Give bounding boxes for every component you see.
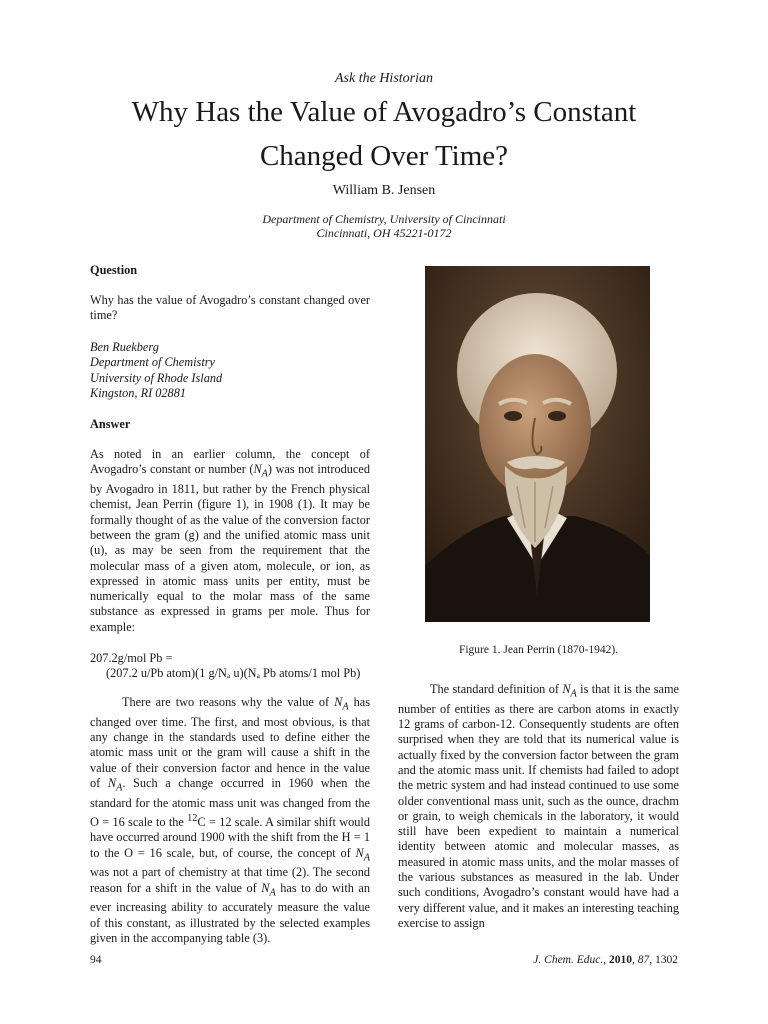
journal-volume: 87 — [637, 954, 650, 966]
answer-paragraph-1 — [90, 447, 370, 635]
text-run: There are two reasons why the value of — [122, 695, 335, 709]
symbol-letter: N — [253, 462, 262, 477]
text-run: The standard definition of — [430, 682, 563, 696]
equation-line-2: (207.2 u/Pb atom)(1 g/Nₐ u)(Nₐ Pb atoms/1 mol Pb) — [106, 666, 361, 681]
equation-line-1: 207.2g/mol Pb = — [90, 651, 173, 665]
question-asker — [90, 340, 370, 401]
asker-university: University of Rhode Island — [90, 370, 223, 385]
series-label: Ask the Historian — [335, 71, 433, 86]
asker-city: Kingston, RI 02881 — [90, 385, 186, 400]
asker-department: Department of Chemistry — [90, 355, 216, 370]
figure-caption: Figure 1. Jean Perrin (1870-1942). — [458, 644, 619, 656]
journal-citation: J. Chem. Educ., 2010, 87, 1302 — [533, 954, 678, 966]
answer-heading: Answer — [90, 417, 131, 431]
author-name: William B. Jensen — [332, 183, 436, 198]
page-number: 94 — [90, 954, 102, 966]
text-run: As noted in an earlier column, the concept of Avogadro’s constant or number ( — [90, 447, 370, 477]
symbol-na — [253, 462, 268, 480]
portrait-photo — [425, 266, 650, 622]
text-run: is that it is the same number of entities as there are carbon atoms in exactly 12 grams of carbon-12. Consequently students are often surprised when they are told that its numerical value is actually fixed by the conversion factor between the gram and the atomic mass unit. If chemists had failed to adopt the metric system and had instead continued to use some older conventional mass unit, such as the ounce, drachm or grain, to weigh chemicals in the laboratory, it would still have been expedient to maintain a numerical identity between atomic and molecular masses, as measured in atomic mass units, and the molar masses of the various substances as measured in the lab. Under such conditions, Avogadro’s constant would have had a very different value, and it makes an interesting teaching exercise to assign — [398, 682, 679, 930]
symbol-na: $N_A$ — [355, 845, 370, 864]
affiliation-line-2: Cincinnati, OH 45221-0172 — [316, 226, 452, 240]
answer-paragraph-3 — [398, 682, 679, 931]
journal-year: 2010 — [609, 954, 632, 966]
affiliation-line-1: Department of Chemistry, University of Cincinnati — [262, 212, 506, 226]
text-run: has to do with an ever increasing ability to accurately measure the value of this constant, as illustrated by the selected examples given in the accompanying table (3). — [90, 880, 371, 946]
text-run: C = 12 scale. A similar shift would have occurred around 1900 with the shift from the H = 1 to the O = 16 scale, but, of course, the concept of — [90, 815, 370, 860]
symbol-na: $N_A$ — [562, 682, 577, 700]
portrait-illustration — [425, 266, 650, 622]
text-run: . Such a change occurred in 1960 when the standard for the atomic mass unit was changed from the O = 16 scale to the — [90, 775, 370, 830]
answer-paragraph-2 — [90, 695, 370, 946]
symbol-na: $N_A$ — [261, 880, 276, 899]
isotope-superscript: 12 — [187, 812, 198, 824]
article-title-line-2: Changed Over Time? — [259, 140, 509, 172]
asker-name: Ben Ruekberg — [90, 340, 159, 354]
symbol-na: $N_A$ — [334, 695, 349, 713]
question-text — [90, 293, 370, 324]
journal-name: J. Chem. Educ. — [533, 954, 604, 966]
question-heading: Question — [90, 263, 138, 277]
text-run: was not a part of chemistry at that time (2). The second reason for a shift in the value of — [90, 865, 370, 895]
journal-page: 1302 — [655, 954, 678, 966]
question-paragraph: Why has the value of Avogadro’s constant changed over time? — [90, 293, 370, 323]
symbol-na: $N_A$ — [107, 775, 123, 794]
article-title-line-1: Why Has the Value of Avogadro’s Constant — [131, 96, 637, 128]
symbol-subscript: A — [261, 468, 268, 480]
equation — [90, 651, 370, 682]
text-run: ) was not introduced by Avogadro in 1811, but rather by the French physical chemist, Jean Perrin (figure 1), in 1908 (1). It may be formally thought of as the value of the conversion factor between the gram (g) and the unified atomic mass unit (u), as may be seen from the requirement that the molecular mass of a given atom, molecule, or ion, as expressed in atomic mass units per entity, must be numerically equal to the molar mass of the same substance as expressed in grams per mole. Thus for example: — [90, 462, 370, 634]
text-run: has changed over time. The first, and most obvious, is that any change in the standards used to define either the atomic mass unit or the gram will cause a shift in the value of their conversion factor and hence in the value of — [90, 695, 370, 790]
